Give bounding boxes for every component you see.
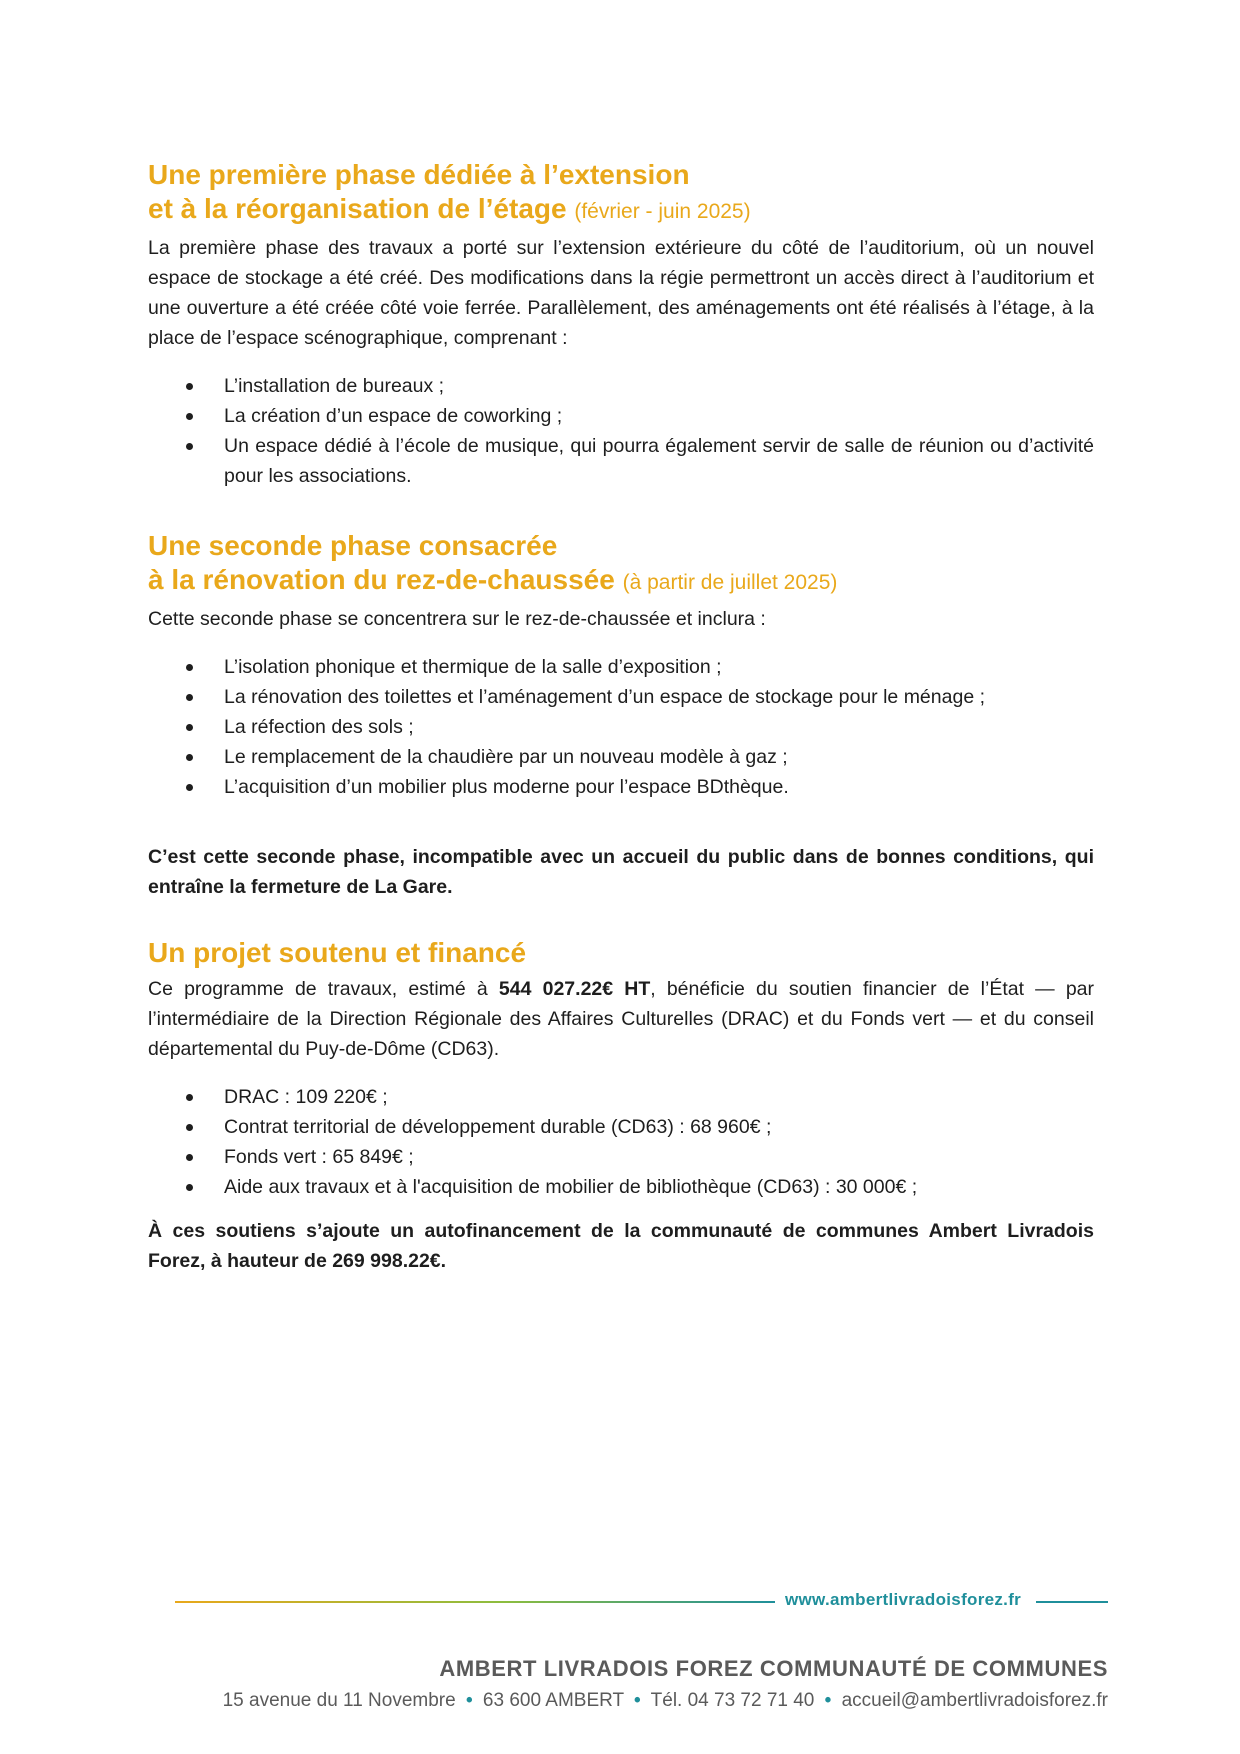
phase-2-closing: C’est cette seconde phase, incompatible avec un accueil du public dans de bonnes conditions, qui entraîne la fermeture de La Gare. xyxy=(148,846,1094,898)
list-item: La création d’un espace de coworking ; xyxy=(148,401,1094,431)
bullet-icon xyxy=(186,1124,193,1131)
separator-dot-icon: • xyxy=(465,1690,473,1711)
title-line-2: à la rénovation du rez-de-chaussée xyxy=(148,564,615,595)
phase-2-list xyxy=(148,652,1094,802)
bullet-icon xyxy=(186,1184,193,1191)
city-text: 63 600 AMBERT xyxy=(482,1690,624,1711)
organization-contact xyxy=(223,1690,1108,1712)
title-line-1: Une seconde phase consacrée xyxy=(148,530,558,561)
list-item: Un espace dédié à l’école de musique, qui pourra également servir de salle de réunion ou d’activité pour les associations. xyxy=(148,431,1094,491)
list-item: Fonds vert : 65 849€ ; xyxy=(148,1142,1094,1172)
email-link[interactable]: accueil@ambertlivradoisforez.fr xyxy=(841,1690,1108,1711)
title-line-1: Un projet soutenu et financé xyxy=(148,937,527,968)
list-item: L’acquisition d’un mobilier plus moderne pour l’espace BDthèque. xyxy=(148,772,1094,802)
bullet-icon xyxy=(186,383,193,390)
section-title-phase-2 xyxy=(148,529,1094,600)
section-title-phase-1 xyxy=(148,158,1094,229)
phase-1-list xyxy=(148,371,1094,491)
bullet-icon xyxy=(186,1154,193,1161)
funding-closing: À ces soutiens s’ajoute un autofinancement de la communauté de communes Ambert Livradois Forez, à hauteur de 269 998.22€. xyxy=(148,1220,1094,1272)
list-item: Aide aux travaux et à l'acquisition de mobilier de bibliothèque (CD63) : 30 000€ ; xyxy=(148,1172,1094,1202)
address-text: 15 avenue du 11 Novembre xyxy=(222,1690,456,1711)
bullet-icon xyxy=(186,443,193,450)
section-title-funding xyxy=(148,936,1094,970)
phase-1-paragraph: La première phase des travaux a porté sur l’extension extérieure du côté de l’auditorium, où un nouvel espace de stockage a été créé. Des modifications dans la régie permettront un accès direct à l’auditorium et une ouverture a été créée côté voie ferrée. Parallèlement, des aménagements ont été réalisés à l’étage, à la place de l’espace scénographique, comprenant : xyxy=(148,237,1094,349)
footer-divider-left xyxy=(175,1601,775,1603)
document-body xyxy=(148,158,1094,1276)
bullet-icon xyxy=(186,724,193,731)
list-item: L’isolation phonique et thermique de la salle d’exposition ; xyxy=(148,652,1094,682)
website-link[interactable]: www.ambertlivradoisforez.fr xyxy=(785,1590,1022,1609)
list-item: L’installation de bureaux ; xyxy=(148,371,1094,401)
funding-paragraph: Ce programme de travaux, estimé à 544 027.22€ HT, bénéficie du soutien financier de l’État — par l’intermédiaire de la Direction Régionale des Affaires Culturelles (DRAC) et du Fonds vert — et du conseil départemental du Puy-de-Dôme (CD63). xyxy=(148,978,1095,1060)
organization-name: AMBERT LIVRADOIS FOREZ COMMUNAUTÉ DE COMMUNES xyxy=(439,1656,1108,1681)
title-line-2: et à la réorganisation de l’étage xyxy=(148,193,567,224)
bullet-icon xyxy=(186,754,193,761)
bullet-icon xyxy=(186,694,193,701)
separator-dot-icon: • xyxy=(634,1690,641,1711)
bullet-icon xyxy=(186,664,193,671)
bullet-icon xyxy=(186,784,193,791)
separator-dot-icon: • xyxy=(824,1690,832,1711)
list-item: Contrat territorial de développement durable (CD63) : 68 960€ ; xyxy=(148,1112,1094,1142)
title-line-1: Une première phase dédiée à l’extension xyxy=(148,159,690,190)
title-dates: (février - juin 2025) xyxy=(574,200,751,223)
list-item: Le remplacement de la chaudière par un nouveau modèle à gaz ; xyxy=(148,742,1094,772)
list-item: La rénovation des toilettes et l’aménagement d’un espace de stockage pour le ménage ; xyxy=(148,682,1094,712)
total-amount: 544 027.22€ HT xyxy=(498,978,651,1000)
phone-text[interactable]: Tél. 04 73 72 71 40 xyxy=(650,1690,815,1711)
bullet-icon xyxy=(186,413,193,420)
phase-2-paragraph: Cette seconde phase se concentrera sur le rez-de-chaussée et inclura : xyxy=(148,608,766,630)
list-item: DRAC : 109 220€ ; xyxy=(148,1082,1094,1112)
bullet-icon xyxy=(186,1094,193,1101)
list-item: La réfection des sols ; xyxy=(148,712,1094,742)
funding-list xyxy=(148,1082,1094,1202)
title-dates: (à partir de juillet 2025) xyxy=(622,571,838,594)
footer-divider-right xyxy=(1036,1601,1108,1603)
